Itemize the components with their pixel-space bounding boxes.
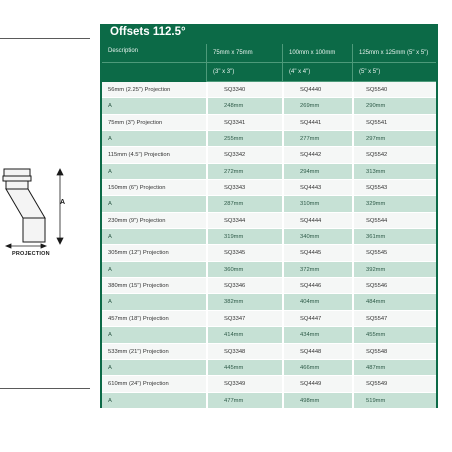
table-cell: SQ5544 — [352, 213, 436, 229]
table-cell: 248mm — [206, 98, 282, 114]
table-row-description: A — [102, 262, 206, 278]
table-cell: SQ3344 — [206, 213, 282, 229]
table-cell: 382mm — [206, 294, 282, 310]
header-100mm-imperial: (4" x 4") — [282, 63, 352, 82]
table-cell: SQ3347 — [206, 311, 282, 327]
table-cell: 329mm — [352, 196, 436, 212]
pipe-upper-section — [6, 181, 28, 189]
projection-label: PROJECTION — [12, 251, 50, 257]
table-cell: SQ5548 — [352, 344, 436, 360]
table-cell: 319mm — [206, 229, 282, 245]
dimension-a-label: A — [60, 199, 66, 206]
table-row-description: 115mm (4.5") Projection — [102, 147, 206, 163]
table-row-description: 380mm (15") Projection — [102, 278, 206, 294]
header-description: Description — [102, 44, 206, 63]
table-cell: SQ5541 — [352, 115, 436, 131]
table-cell: SQ4440 — [282, 82, 352, 98]
table-cell: SQ4443 — [282, 180, 352, 196]
table-cell: 272mm — [206, 164, 282, 180]
table-cell: 361mm — [352, 229, 436, 245]
table-row-description: 533mm (21") Projection — [102, 344, 206, 360]
table-cell: 414mm — [206, 327, 282, 343]
table-cell: SQ4441 — [282, 115, 352, 131]
table-title: Offsets 112.5° — [110, 26, 186, 38]
table-cell: SQ3342 — [206, 147, 282, 163]
table-row-description: A — [102, 98, 206, 114]
table-cell: 255mm — [206, 131, 282, 147]
offsets-table-panel — [100, 24, 438, 408]
table-row-description: A — [102, 360, 206, 376]
table-row-description: A — [102, 196, 206, 212]
offset-pipe-diagram — [0, 160, 92, 260]
header-75mm-imperial: (3" x 3") — [206, 63, 282, 82]
table-cell: SQ3345 — [206, 245, 282, 261]
table-cell: SQ5547 — [352, 311, 436, 327]
offsets-table — [102, 44, 436, 409]
header-75mm: 75mm x 75mm — [206, 44, 282, 63]
table-cell: SQ4445 — [282, 245, 352, 261]
header-125mm-imperial: (5" x 5") — [352, 63, 436, 82]
pipe-lower-section — [23, 218, 45, 242]
table-cell: 340mm — [282, 229, 352, 245]
pipe-socket-collar — [3, 176, 31, 181]
table-cell: 294mm — [282, 164, 352, 180]
table-cell: 297mm — [352, 131, 436, 147]
table-row-description: 610mm (24") Projection — [102, 376, 206, 392]
top-divider — [0, 38, 90, 39]
table-row-description: 230mm (9") Projection — [102, 213, 206, 229]
table-row-description: A — [102, 164, 206, 180]
table-cell: 466mm — [282, 360, 352, 376]
pipe-socket-top — [4, 169, 30, 176]
table-cell: 484mm — [352, 294, 436, 310]
table-cell: SQ3340 — [206, 82, 282, 98]
table-cell: SQ4446 — [282, 278, 352, 294]
table-cell: 277mm — [282, 131, 352, 147]
table-row-description: A — [102, 393, 206, 409]
table-cell: 445mm — [206, 360, 282, 376]
table-row-description: A — [102, 327, 206, 343]
table-cell: SQ3349 — [206, 376, 282, 392]
pipe-offset-section — [6, 189, 45, 218]
table-cell: 392mm — [352, 262, 436, 278]
table-cell: 360mm — [206, 262, 282, 278]
table-cell: 487mm — [352, 360, 436, 376]
table-cell: SQ4448 — [282, 344, 352, 360]
table-cell: 455mm — [352, 327, 436, 343]
table-row-description: A — [102, 131, 206, 147]
table-cell: SQ5543 — [352, 180, 436, 196]
table-row-description: 75mm (3") Projection — [102, 115, 206, 131]
table-cell: SQ3346 — [206, 278, 282, 294]
table-cell: SQ4449 — [282, 376, 352, 392]
table-cell: 519mm — [352, 393, 436, 409]
header-100mm: 100mm x 100mm — [282, 44, 352, 63]
table-cell: SQ4444 — [282, 213, 352, 229]
table-cell: 290mm — [352, 98, 436, 114]
table-cell: SQ5546 — [352, 278, 436, 294]
table-row-description: 457mm (18") Projection — [102, 311, 206, 327]
table-cell: 404mm — [282, 294, 352, 310]
table-row-description: A — [102, 294, 206, 310]
table-row-description: 150mm (6") Projection — [102, 180, 206, 196]
table-cell: SQ4447 — [282, 311, 352, 327]
table-cell: SQ3343 — [206, 180, 282, 196]
table-cell: 477mm — [206, 393, 282, 409]
table-cell: 310mm — [282, 196, 352, 212]
table-cell: SQ3348 — [206, 344, 282, 360]
table-cell: SQ5540 — [352, 82, 436, 98]
table-row-description: 56mm (2.25") Projection — [102, 82, 206, 98]
table-row-description: 305mm (12") Projection — [102, 245, 206, 261]
table-cell: 372mm — [282, 262, 352, 278]
table-cell: SQ5549 — [352, 376, 436, 392]
table-cell: SQ5545 — [352, 245, 436, 261]
table-cell: SQ5542 — [352, 147, 436, 163]
header-125mm: 125mm x 125mm (5" x 5") — [352, 44, 436, 63]
table-cell: SQ3341 — [206, 115, 282, 131]
table-cell: SQ4442 — [282, 147, 352, 163]
table-cell: 498mm — [282, 393, 352, 409]
bottom-divider — [0, 388, 90, 389]
table-row-description: A — [102, 229, 206, 245]
table-cell: 313mm — [352, 164, 436, 180]
table-cell: 287mm — [206, 196, 282, 212]
table-cell: 434mm — [282, 327, 352, 343]
table-cell: 269mm — [282, 98, 352, 114]
